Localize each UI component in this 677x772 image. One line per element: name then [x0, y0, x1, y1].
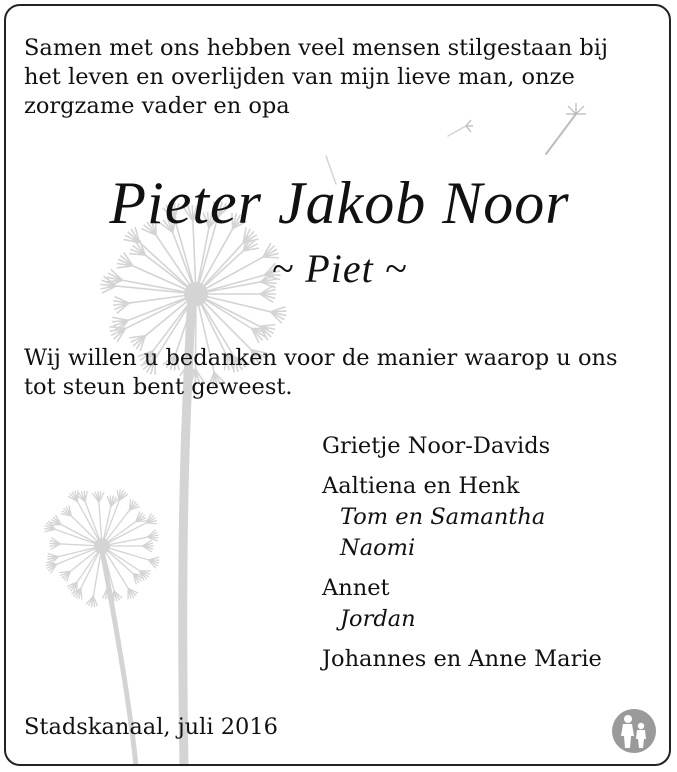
intro-line-1: Samen met ons hebben veel mensen stilgestaan bij — [24, 35, 608, 61]
family-spouse: Grietje Noor-Davids — [322, 433, 551, 459]
place-date: Stadskanaal, juli 2016 — [24, 714, 278, 740]
family-child-2: Annet — [322, 575, 390, 601]
deceased-name: Pieter Jakob Noor — [109, 170, 570, 236]
intro-text — [24, 34, 644, 121]
family-grandchild-3: Jordan — [340, 606, 416, 632]
family-child-1: Aaltiena en Henk — [322, 473, 520, 499]
intro-line-3: zorgzame vader en opa — [24, 93, 290, 119]
intro-line-2: het leven en overlijden van mijn lieve man, onze — [24, 64, 575, 90]
memorial-logo-icon — [611, 708, 657, 754]
family-grandchild-1: Tom en Samantha — [340, 504, 546, 530]
family-signatures — [322, 430, 662, 675]
deceased-nickname: ~ Piet ~ — [271, 246, 408, 291]
advertisement-card — [4, 4, 671, 766]
thanks-line-1: Wij willen u bedanken voor de manier waarop u ons — [24, 345, 618, 371]
family-child-3: Johannes en Anne Marie — [322, 646, 602, 672]
thanks-text — [24, 344, 654, 402]
thanks-line-2: tot steun bent geweest. — [24, 374, 293, 400]
family-grandchild-2: Naomi — [340, 535, 416, 561]
